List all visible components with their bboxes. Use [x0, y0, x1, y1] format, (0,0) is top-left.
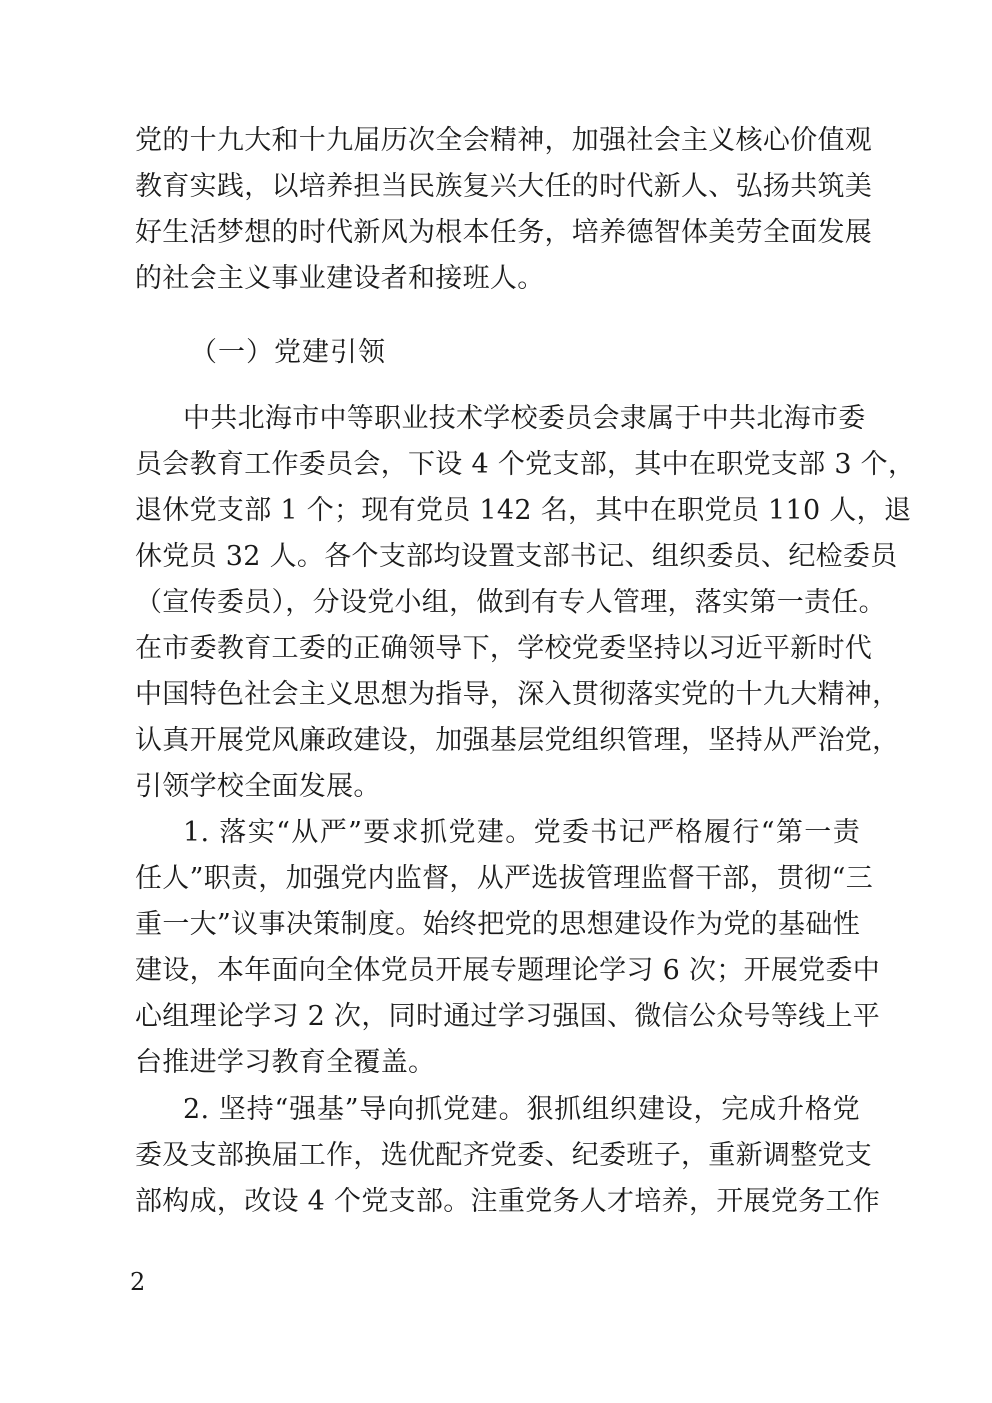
text-line: 重一大”议事决策制度。始终把党的思想建设作为党的基础性 [135, 909, 860, 940]
text-line: 教育实践，以培养担当民族复兴大任的时代新人、弘扬共筑美 [135, 171, 873, 202]
text-line: 中国特色社会主义思想为指导，深入贯彻落实党的十九大精神， [135, 679, 900, 710]
page-number: 2 [130, 1268, 146, 1296]
text-line: 党的十九大和十九届历次全会精神，加强社会主义核心价值观 [135, 125, 873, 156]
text-line: 建设，本年面向全体党员开展专题理论学习 6 次；开展党委中 [135, 955, 881, 986]
text-line: 台推进学习教育全覆盖。 [135, 1047, 436, 1078]
text-line: 认真开展党风廉政建设，加强基层党组织管理，坚持从严治党， [135, 725, 900, 756]
text-line: 中共北海市中等职业技术学校委员会隶属于中共北海市委 [183, 403, 866, 434]
text-line: 好生活梦想的时代新风为根本任务，培养德智体美劳全面发展 [135, 217, 873, 248]
text-line: 的社会主义事业建设者和接班人。 [135, 263, 545, 294]
text-line: 1. 落实“从严”要求抓党建。党委书记严格履行“第一责 [183, 817, 860, 848]
text-line: 任人”职责，加强党内监督，从严选拔管理监督干部，贯彻“三 [135, 863, 874, 894]
text-line: 引领学校全面发展。 [135, 771, 381, 802]
text-line: 退休党支部 1 个；现有党员 142 名，其中在职党员 110 人，退 [135, 495, 912, 526]
text-line: 心组理论学习 2 次，同时通过学习强国、微信公众号等线上平 [135, 1001, 881, 1032]
text-line: 在市委教育工委的正确领导下，学校党委坚持以习近平新时代 [135, 633, 873, 664]
text-line: 委及支部换届工作，选优配齐党委、纪委班子，重新调整党支 [135, 1140, 873, 1171]
text-line: 休党员 32 人。各个支部均设置支部书记、组织委员、纪检委员 [135, 541, 898, 572]
text-line: （宣传委员），分设党小组，做到有专人管理，落实第一责任。 [135, 587, 886, 618]
section-heading: （一）党建引领 [190, 337, 386, 368]
text-line: 部构成，改设 4 个党支部。注重党务人才培养，开展党务工作 [135, 1186, 881, 1217]
text-line: 员会教育工作委员会，下设 4 个党支部，其中在职党支部 3 个， [135, 449, 916, 480]
text-line: 2. 坚持“强基”导向抓党建。狠抓组织建设，完成升格党 [183, 1094, 860, 1125]
